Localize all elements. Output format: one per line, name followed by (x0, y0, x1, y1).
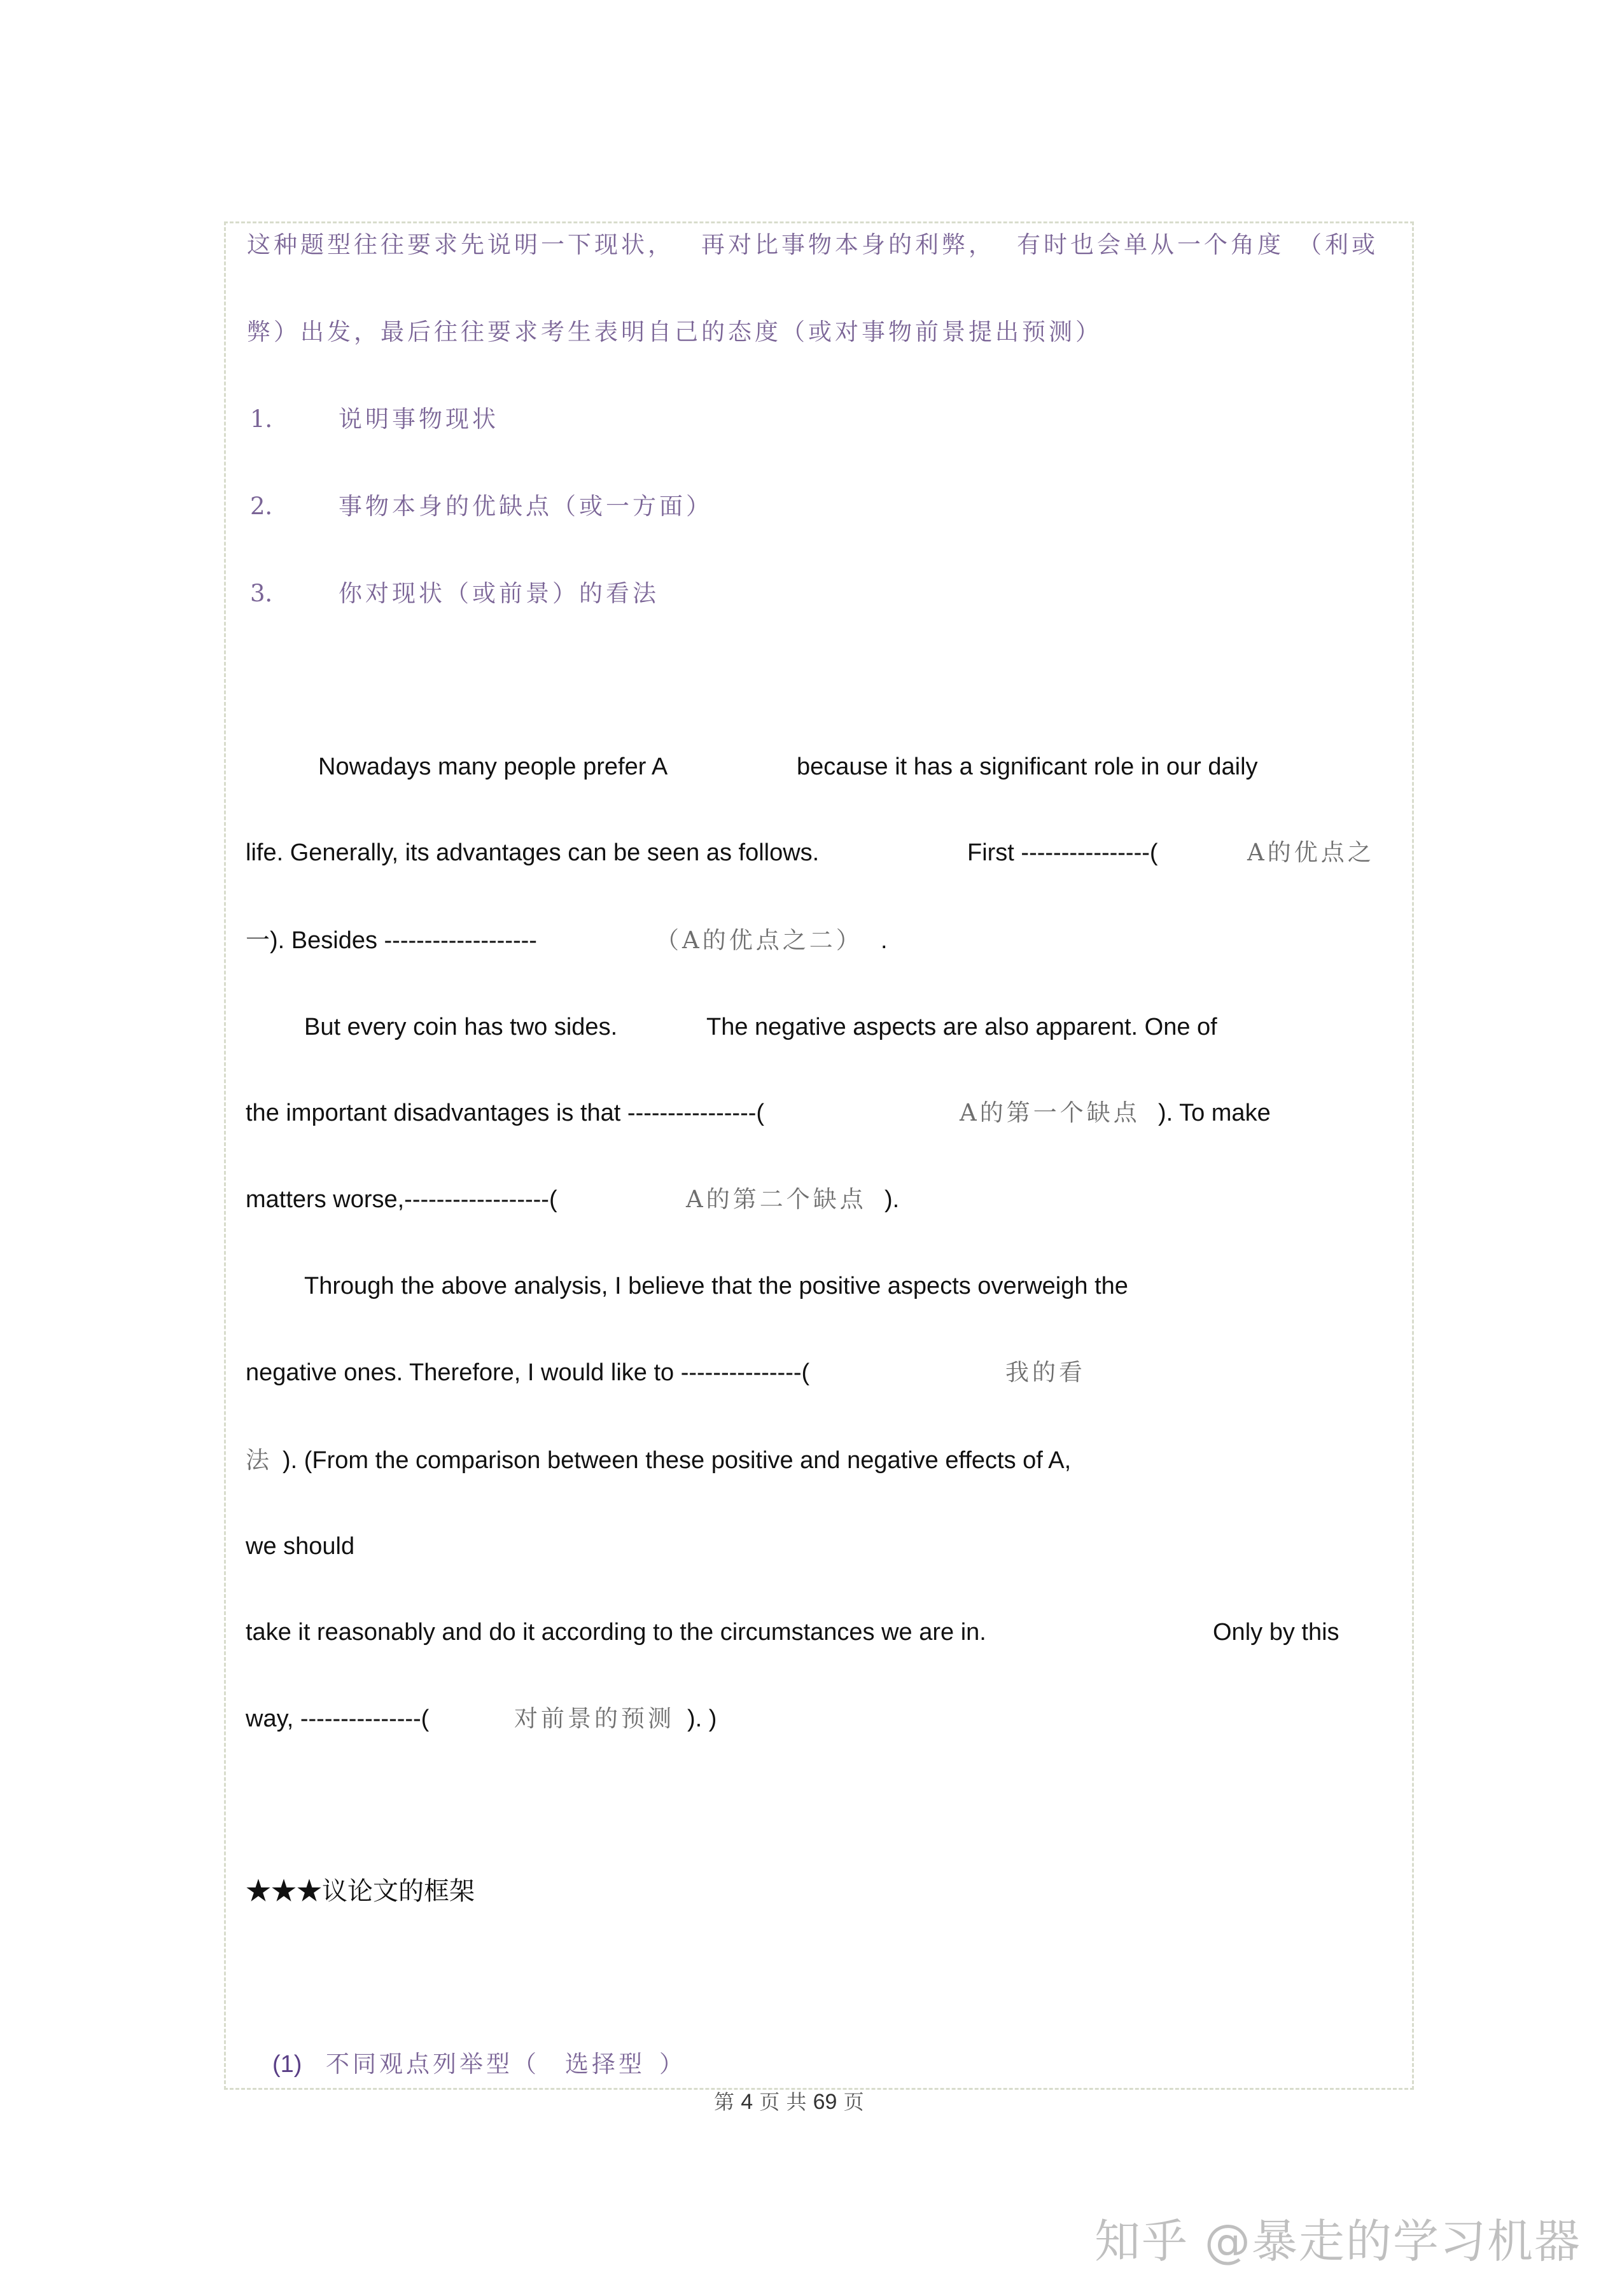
footer-mid: 页 共 (759, 2090, 807, 2114)
footer-page-number: 4 (741, 2090, 753, 2114)
footer-total-pages: 69 (813, 2090, 837, 2114)
footer-prefix: 第 (714, 2090, 735, 2114)
intro-line1-c: 有时也会单从一个角度 (1017, 231, 1284, 258)
p3-line5-b: Only by this (1213, 1619, 1339, 1646)
p2-line3-c: ). (884, 1186, 900, 1213)
p3-line6-c: ). ) (687, 1705, 717, 1732)
p1-line1-a: Nowadays many people prefer A (318, 753, 668, 780)
p1-line2-c: A的优点之 (1247, 839, 1374, 866)
step-2-text: 事物本身的优缺点（或一方面） (339, 493, 713, 520)
p3-line5-a: take it reasonably and do it according to the circumstances we are in. (246, 1619, 986, 1646)
p1-line2-a: life. Generally, its advantages can be seen as follows. (246, 839, 820, 866)
step-2-number: 2． (250, 493, 289, 520)
p1-line1-b: because it has a significant role in our daily (797, 753, 1258, 780)
p2-line3-b: A的第二个缺点 (686, 1186, 867, 1213)
watermark: 知乎 @暴走的学习机器 (1094, 2215, 1581, 2268)
p2-line2-a: the important disadvantages is that ----------------( (246, 1100, 765, 1126)
intro-line1-b: 再对比事物本身的利弊， (701, 231, 995, 258)
intro-line1-d: （利或 (1298, 231, 1378, 258)
subsection-text-a: 不同观点列举型（ (326, 2050, 540, 2078)
p3-line2-b: 我的看 (1005, 1359, 1086, 1386)
p3-line3-a: 法 (246, 1446, 272, 1474)
p1-line2-b: First ----------------( (967, 839, 1158, 866)
step-1-number: 1． (250, 405, 289, 433)
subsection-text-b: 选择型 (565, 2050, 645, 2078)
p3-line3-b: ). (From the comparison between these positive and negative effects of A, (283, 1447, 1072, 1474)
step-1-text: 说明事物现状 (339, 405, 499, 433)
p3-line1: Through the above analysis, I believe that the positive aspects overweigh the (304, 1273, 1128, 1299)
step-3-number: 3． (250, 580, 289, 607)
p1-line3-c: . (881, 927, 888, 954)
stars-icon: ★★★ (246, 1877, 322, 1906)
subsection-text-c: ） (659, 2050, 686, 2078)
page-footer (714, 2091, 864, 2113)
p2-line1-b: The negative aspects are also apparent. One of (706, 1014, 1217, 1040)
p1-line3-a: 一). Besides ------------------- (246, 927, 537, 954)
section-heading (246, 1879, 475, 1904)
intro-line1-a: 这种题型往往要求先说明一下现状， (247, 231, 675, 258)
p3-line6-b: 对前景的预测 (514, 1705, 675, 1732)
p2-line2-b: A的第一个缺点 (960, 1099, 1140, 1126)
p3-line4: we should (246, 1533, 355, 1560)
p2-line1-a: But every coin has two sides. (304, 1014, 618, 1040)
p3-line6-a: way, ---------------( (246, 1705, 430, 1732)
subsection-number: (1) (272, 2051, 302, 2078)
p2-line2-c: ). To make (1158, 1100, 1271, 1126)
p1-line3-b: （A的优点之二） (655, 927, 863, 954)
footer-suffix: 页 (843, 2090, 864, 2114)
step-3-text: 你对现状（或前景）的看法 (339, 580, 659, 607)
p2-line3-a: matters worse,------------------( (246, 1186, 557, 1213)
p3-line2-a: negative ones. Therefore, I would like to ---------------( (246, 1359, 810, 1386)
intro-line2: 弊）出发，最后往往要求考生表明自己的态度（或对事物前景提出预测） (247, 318, 1102, 346)
section-title: 议论文的框架 (322, 1877, 475, 1906)
